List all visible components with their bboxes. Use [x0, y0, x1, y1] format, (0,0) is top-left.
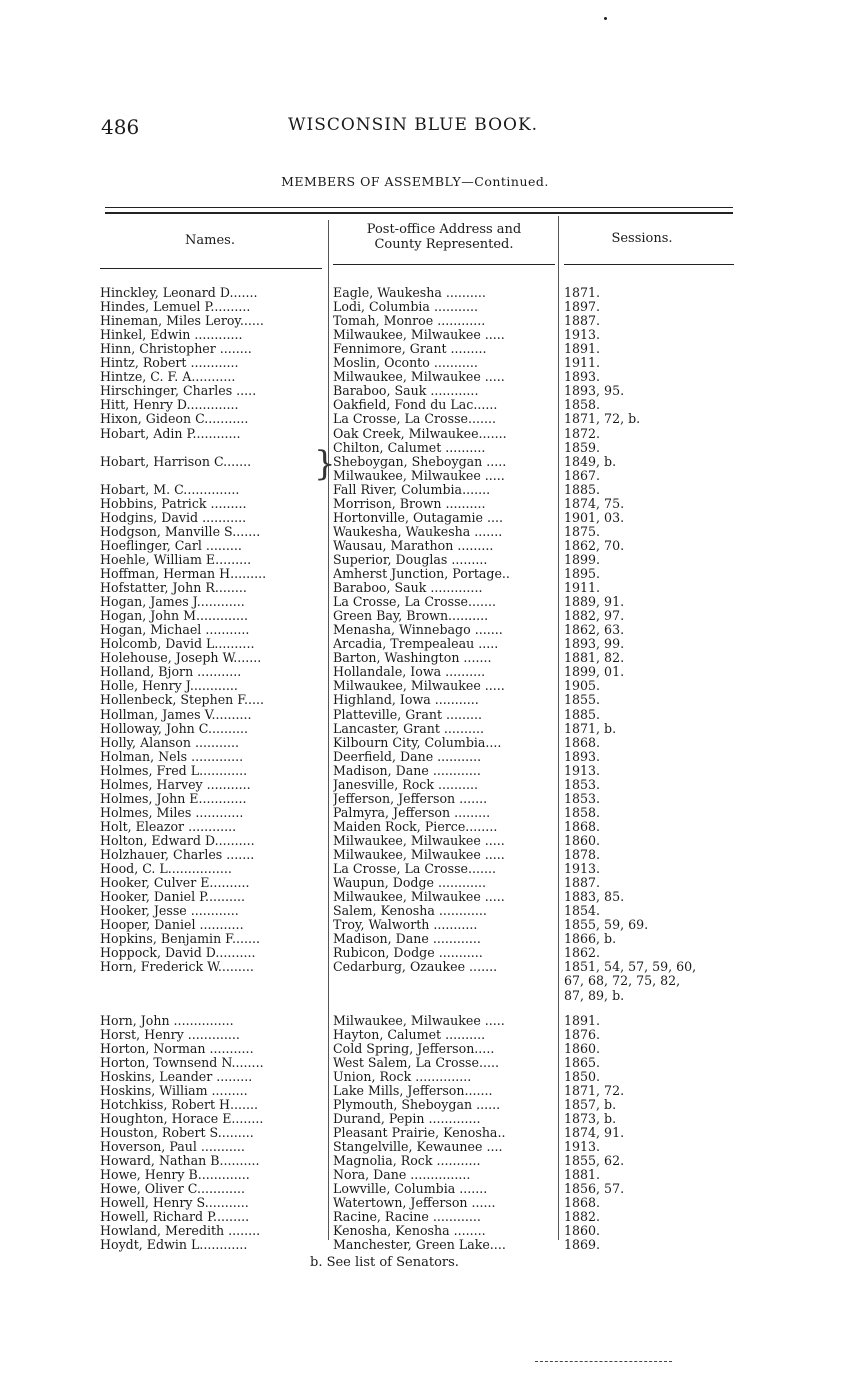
sessions-value: 1893, 99. [564, 636, 625, 652]
post-office-address: Wausau, Marathon ......... [333, 538, 494, 553]
post-office-address: Menasha, Winnebago ....... [333, 623, 503, 638]
sessions-value: 1882, 97. [564, 608, 625, 624]
table-row [0, 328, 859, 342]
member-name: Hooper, Daniel ........... [100, 918, 244, 933]
post-office-address: Platteville, Grant ......... [333, 707, 483, 722]
post-office-address: Milwaukee, Milwaukee ..... [333, 370, 505, 385]
table-row [0, 876, 859, 890]
member-name: Holmes, Harvey ........... [100, 777, 251, 792]
post-office-address: Lowville, Columbia ....... [333, 1182, 488, 1197]
top-rule-1 [105, 207, 733, 208]
member-name: Hobart, Harrison C....... [100, 454, 252, 469]
sessions-value: 1911. [564, 580, 601, 596]
table-row [0, 974, 859, 988]
post-office-address: Oak Creek, Milwaukee....... [333, 426, 507, 441]
table-row [0, 750, 859, 764]
brace-hobart-harrison: } [314, 444, 336, 484]
sessions-value: 1868. [564, 818, 601, 834]
sessions-value: 1881, 82. [564, 650, 625, 666]
post-office-address: Milwaukee, Milwaukee ..... [333, 890, 505, 905]
table-row [0, 511, 859, 525]
sessions-value: 1849, b. [564, 453, 617, 469]
table-row [0, 932, 859, 946]
header-rule-post [333, 264, 555, 265]
member-name: Holloway, John C.......... [100, 721, 249, 736]
member-name: Hofstatter, John R........ [100, 581, 247, 596]
sessions-value: 1901, 03. [564, 509, 625, 525]
page-number: 486 [101, 115, 140, 139]
sessions-value: 1867. [564, 467, 601, 483]
table-row [0, 1140, 859, 1154]
post-office-address: Fennimore, Grant ......... [333, 342, 487, 357]
table-row [0, 708, 859, 722]
sessions-value: 1889, 91. [564, 594, 625, 610]
member-name: Hotchkiss, Robert H....... [100, 1097, 259, 1112]
table-row [0, 356, 859, 370]
member-name: Howard, Nathan B.......... [100, 1154, 260, 1169]
table-row [0, 300, 859, 314]
post-office-address: Tomah, Monroe ............ [333, 314, 486, 329]
sessions-value: 1857, b. [564, 1096, 617, 1112]
sessions-value: 1862. [564, 945, 601, 961]
sessions-value: 1878. [564, 847, 601, 862]
column-header-post-office-line2: County Represented. [374, 237, 514, 252]
member-name: Horton, Norman ........... [100, 1041, 254, 1056]
post-office-address: Salem, Kenosha ............ [333, 904, 487, 919]
table-row [0, 820, 859, 834]
table-row [0, 1098, 859, 1112]
table-row [0, 384, 859, 398]
table-row [0, 497, 859, 511]
table-row [0, 946, 859, 960]
bottom-dash-line [535, 1361, 672, 1362]
post-office-address: Kilbourn City, Columbia.... [333, 735, 502, 750]
member-name: Horn, John ............... [100, 1013, 234, 1028]
sessions-value: 1913. [564, 327, 601, 343]
member-name: Hopkins, Benjamin F....... [100, 932, 260, 947]
post-office-address: Pleasant Prairie, Kenosha.. [333, 1125, 506, 1140]
sessions-value: 1851, 54, 57, 59, 60, [564, 959, 697, 975]
stray-ink-dot [604, 17, 607, 20]
table-title: MEMBERS OF ASSEMBLY—Continued. [281, 174, 549, 189]
sessions-value: 1881. [564, 1167, 601, 1183]
post-office-address: La Crosse, La Crosse....... [333, 595, 497, 610]
sessions-value: 1862, 70. [564, 537, 625, 553]
member-name: Hirschinger, Charles ..... [100, 384, 257, 399]
table-row [0, 441, 859, 455]
column-header-names: Names. [185, 233, 235, 248]
table-row [0, 286, 859, 300]
member-name: Hollman, James V.......... [100, 707, 252, 722]
member-name: Horst, Henry ............. [100, 1027, 240, 1042]
member-name: Hoskins, William ......... [100, 1083, 248, 1098]
sessions-value: 1869. [564, 1237, 601, 1253]
post-office-address: Jefferson, Jefferson ....... [333, 791, 488, 806]
member-name: Holmes, Miles ............ [100, 805, 244, 820]
column-header-post-office [330, 222, 558, 252]
post-office-address: Cedarburg, Ozaukee ....... [333, 960, 498, 975]
sessions-value: 1891. [564, 1012, 601, 1028]
member-name: Hinckley, Leonard D....... [100, 286, 258, 300]
table-row [0, 567, 859, 581]
table-row [0, 862, 859, 876]
table-row [0, 806, 859, 820]
sessions-value: 1885. [564, 481, 601, 497]
member-name: Howe, Oliver C............ [100, 1182, 246, 1197]
post-office-address: Moslin, Oconto ........... [333, 356, 478, 371]
table-row [0, 1056, 859, 1070]
table-row [0, 1112, 859, 1126]
member-name: Hobart, Adin P............ [100, 426, 241, 441]
post-office-address: Milwaukee, Milwaukee ..... [333, 679, 505, 694]
table-row [0, 989, 859, 1003]
table-row [0, 398, 859, 412]
table-row [0, 469, 859, 483]
sessions-value: 1860. [564, 832, 601, 848]
member-name: Hineman, Miles Leroy...... [100, 314, 264, 329]
post-office-address: Milwaukee, Milwaukee ..... [333, 468, 505, 483]
member-name: Hogan, John M............. [100, 609, 249, 624]
table-row [0, 427, 859, 441]
table-row [0, 370, 859, 384]
table-row [0, 1224, 859, 1238]
member-name: Hood, C. L................ [100, 862, 232, 877]
member-name: Holly, Alanson ........... [100, 735, 240, 750]
sessions-value: 1850. [564, 1068, 601, 1084]
table-row [0, 848, 859, 862]
sessions-value: 1891. [564, 341, 601, 357]
member-name: Hinn, Christopher ........ [100, 342, 252, 357]
member-name: Hollenbeck, Stephen F..... [100, 693, 265, 708]
table-row [0, 581, 859, 595]
sessions-value: 1913. [564, 762, 601, 778]
member-name: Hooker, Daniel P.......... [100, 890, 246, 905]
table-row [0, 764, 859, 778]
sessions-value: 1860. [564, 1223, 601, 1239]
post-office-address: Nora, Dane ............... [333, 1168, 471, 1183]
member-name: Hogan, Michael ........... [100, 623, 250, 638]
post-office-address: La Crosse, La Crosse....... [333, 862, 497, 877]
post-office-address: Eagle, Waukesha .......... [333, 286, 486, 300]
member-name: Holehouse, Joseph W....... [100, 651, 262, 666]
post-office-address: Baraboo, Sauk ............. [333, 581, 483, 596]
post-office-address: Madison, Dane ............ [333, 932, 481, 947]
post-office-address: Green Bay, Brown.......... [333, 609, 489, 624]
post-office-address: Janesville, Rock .......... [333, 777, 479, 792]
member-name: Howland, Meredith ........ [100, 1224, 261, 1239]
sessions-value: 1893. [564, 748, 601, 764]
sessions-value: 1913. [564, 861, 601, 877]
post-office-address: Deerfield, Dane ........... [333, 749, 482, 764]
sessions-value: 1860. [564, 1040, 601, 1056]
header-rule-sessions [564, 264, 734, 265]
table-row [0, 455, 859, 469]
member-name: Hogan, James J............ [100, 595, 245, 610]
post-office-address: Hollandale, Iowa .......... [333, 665, 486, 680]
post-office-address: La Crosse, La Crosse....... [333, 412, 497, 427]
member-name: Howell, Richard P......... [100, 1210, 250, 1225]
sessions-value: 1875. [564, 523, 601, 539]
table-row [0, 1154, 859, 1168]
post-office-address: Maiden Rock, Pierce........ [333, 819, 498, 834]
sessions-value: 1868. [564, 1195, 601, 1211]
member-name: Holle, Henry J............ [100, 679, 238, 694]
header-rule-names [100, 268, 322, 269]
post-office-address: Hayton, Calumet .......... [333, 1027, 486, 1042]
member-name: Hintz, Robert ............ [100, 356, 239, 371]
table-row [0, 314, 859, 328]
sessions-value: 1885. [564, 706, 601, 722]
sessions-value: 1855. [564, 692, 601, 708]
table-row [0, 736, 859, 750]
column-header-sessions: Sessions. [611, 231, 673, 246]
post-office-address: Kenosha, Kenosha ........ [333, 1224, 486, 1239]
member-name: Hinkel, Edwin ............ [100, 328, 243, 343]
post-office-address: Magnolia, Rock ........... [333, 1154, 481, 1169]
member-name: Hoffman, Herman H......... [100, 567, 267, 581]
post-office-address: Milwaukee, Milwaukee ..... [333, 328, 505, 343]
sessions-value: 87, 89, b. [564, 987, 625, 1003]
table-row [0, 651, 859, 665]
member-name: Hoverson, Paul ........... [100, 1140, 245, 1154]
sessions-value: 1882. [564, 1209, 601, 1225]
table-row [0, 342, 859, 356]
post-office-address: Waupun, Dodge ............ [333, 876, 487, 891]
member-name: Hixon, Gideon C........... [100, 412, 249, 427]
sessions-value: 1862, 63. [564, 622, 625, 638]
table-row [0, 1238, 859, 1252]
sessions-value: 1897. [564, 299, 601, 315]
sessions-value: 1874, 91. [564, 1124, 625, 1140]
post-office-address: Milwaukee, Milwaukee ..... [333, 1013, 505, 1028]
sessions-value: 1876. [564, 1026, 601, 1042]
member-name: Holman, Nels ............. [100, 749, 244, 764]
table-row [0, 665, 859, 679]
member-name: Howell, Henry S........... [100, 1196, 249, 1211]
table-row [0, 918, 859, 932]
member-name: Hooker, Jesse ............ [100, 904, 239, 919]
table-row [0, 637, 859, 651]
post-office-address: Cold Spring, Jefferson..... [333, 1041, 495, 1056]
table-row [0, 1042, 859, 1056]
sessions-value: 1899. [564, 551, 601, 567]
sessions-value: 1853. [564, 790, 601, 806]
top-rule-2 [105, 212, 733, 214]
table-row [0, 904, 859, 918]
table-row [0, 1084, 859, 1098]
sessions-value: 1865. [564, 1054, 601, 1070]
sessions-value: 1872. [564, 425, 601, 441]
footnote: b. See list of Senators. [310, 1255, 459, 1270]
sessions-value: 1883, 85. [564, 889, 625, 905]
post-office-address: Milwaukee, Milwaukee ..... [333, 848, 505, 862]
table-row [0, 679, 859, 693]
member-name: Hodgins, David ........... [100, 510, 247, 525]
sessions-value: 1887. [564, 313, 601, 329]
sessions-value: 1853. [564, 776, 601, 792]
post-office-address: Chilton, Calumet .......... [333, 440, 486, 455]
member-name: Hoppock, David D.......... [100, 946, 256, 961]
post-office-address: Oakfield, Fond du Lac...... [333, 398, 498, 413]
sessions-value: 1854. [564, 903, 601, 919]
table-row [0, 1126, 859, 1140]
table-row [0, 1196, 859, 1210]
table-row [0, 792, 859, 806]
member-name: Hintze, C. F. A........... [100, 370, 236, 385]
member-name: Hooker, Culver E.......... [100, 876, 250, 891]
post-office-address: Lake Mills, Jefferson....... [333, 1083, 493, 1098]
post-office-address: Palmyra, Jefferson ......... [333, 805, 491, 820]
table-row [0, 609, 859, 623]
table-row [0, 693, 859, 707]
post-office-address: Durand, Pepin ............. [333, 1111, 481, 1126]
table-row [0, 1028, 859, 1042]
table-row [0, 1070, 859, 1084]
post-office-address: Baraboo, Sauk ............ [333, 384, 479, 399]
sessions-value: 1893, 95. [564, 383, 625, 399]
table-row [0, 1014, 859, 1028]
member-name: Hobart, M. C.............. [100, 482, 240, 497]
post-office-address: Madison, Dane ............ [333, 763, 481, 778]
member-name: Hitt, Henry D............. [100, 398, 239, 413]
table-row [0, 623, 859, 637]
table-row [0, 595, 859, 609]
post-office-address: Amherst Junction, Portage.. [333, 567, 510, 581]
post-office-address: Stangelville, Kewaunee .... [333, 1140, 503, 1154]
sessions-value: 1859. [564, 439, 601, 455]
post-office-address: Racine, Racine ............ [333, 1210, 481, 1225]
table-row [0, 539, 859, 553]
running-head: WISCONSIN BLUE BOOK. [288, 115, 539, 135]
post-office-address: Morrison, Brown .......... [333, 496, 486, 511]
sessions-value: 1871. [564, 285, 601, 300]
post-office-address: Barton, Washington ....... [333, 651, 492, 666]
table-row [0, 1168, 859, 1182]
post-office-address: Superior, Douglas ......... [333, 552, 488, 567]
post-office-address: Lodi, Columbia ........... [333, 300, 478, 315]
sessions-value: 1899, 01. [564, 664, 625, 680]
member-name: Hoskins, Leander ......... [100, 1069, 253, 1084]
post-office-address: Fall River, Columbia....... [333, 482, 491, 497]
sessions-value: 1871, 72, b. [564, 411, 641, 427]
member-name: Houston, Robert S......... [100, 1125, 254, 1140]
sessions-value: 1873, b. [564, 1110, 617, 1126]
sessions-value: 1856, 57. [564, 1181, 625, 1197]
post-office-address: Lancaster, Grant .......... [333, 721, 484, 736]
member-name: Houghton, Horace E........ [100, 1111, 264, 1126]
member-name: Hoydt, Edwin L............ [100, 1238, 248, 1253]
post-office-address: Waukesha, Waukesha ....... [333, 524, 503, 539]
member-name: Holland, Bjorn ........... [100, 665, 242, 680]
table-row [0, 834, 859, 848]
post-office-address: West Salem, La Crosse..... [333, 1055, 499, 1070]
post-office-address: Milwaukee, Milwaukee ..... [333, 833, 505, 848]
table-row [0, 1210, 859, 1224]
table-row [0, 722, 859, 736]
post-office-address: Highland, Iowa ........... [333, 693, 479, 708]
table-row [0, 778, 859, 792]
sessions-value: 1855, 62. [564, 1153, 625, 1169]
sessions-value: 1893. [564, 369, 601, 385]
sessions-value: 1858. [564, 804, 601, 820]
post-office-address: Plymouth, Sheboygan ...... [333, 1097, 501, 1112]
post-office-address: Union, Rock .............. [333, 1069, 472, 1084]
post-office-address: Rubicon, Dodge ........... [333, 946, 483, 961]
member-name: Hindes, Lemuel P.......... [100, 300, 251, 315]
table-row [0, 483, 859, 497]
sessions-value: 1895. [564, 566, 601, 581]
member-name: Holcomb, David L.......... [100, 637, 255, 652]
member-name: Holzhauer, Charles ....... [100, 848, 255, 862]
member-name: Horn, Frederick W......... [100, 960, 254, 975]
post-office-address: Troy, Walworth ........... [333, 918, 478, 933]
sessions-value: 1858. [564, 397, 601, 413]
sessions-value: 1871, b. [564, 720, 617, 736]
member-name: Holt, Eleazor ............ [100, 819, 237, 834]
sessions-value: 67, 68, 72, 75, 82, [564, 973, 681, 989]
table-row [0, 1182, 859, 1196]
member-name: Howe, Henry B............. [100, 1168, 250, 1183]
sessions-value: 1855, 59, 69. [564, 917, 649, 933]
sessions-value: 1913. [564, 1139, 601, 1154]
table-row [0, 412, 859, 426]
post-office-address: Watertown, Jefferson ...... [333, 1196, 496, 1211]
member-name: Horton, Townsend N........ [100, 1055, 264, 1070]
post-office-address: Sheboygan, Sheboygan ..... [333, 454, 507, 469]
post-office-address: Manchester, Green Lake.... [333, 1238, 506, 1253]
post-office-address: Hortonville, Outagamie .... [333, 510, 504, 525]
sessions-value: 1887. [564, 875, 601, 891]
member-name: Hodgson, Manville S....... [100, 524, 261, 539]
sessions-value: 1874, 75. [564, 495, 625, 511]
member-name: Hobbins, Patrick ......... [100, 496, 247, 511]
sessions-value: 1905. [564, 678, 601, 694]
table-row [0, 960, 859, 974]
table-row [0, 525, 859, 539]
sessions-value: 1868. [564, 734, 601, 750]
sessions-value: 1911. [564, 355, 601, 371]
table-row [0, 890, 859, 904]
sessions-value: 1866, b. [564, 931, 617, 947]
member-name: Holmes, John E............ [100, 791, 247, 806]
column-header-post-office-line1: Post-office Address and [366, 222, 522, 237]
member-name: Hoeflinger, Carl ......... [100, 538, 242, 553]
sessions-value: 1871, 72. [564, 1082, 625, 1098]
member-name: Holton, Edward D.......... [100, 833, 255, 848]
table-row [0, 553, 859, 567]
member-name: Hoehle, William E......... [100, 552, 252, 567]
member-name: Holmes, Fred L............ [100, 763, 248, 778]
post-office-address: Arcadia, Trempealeau ..... [333, 637, 499, 652]
